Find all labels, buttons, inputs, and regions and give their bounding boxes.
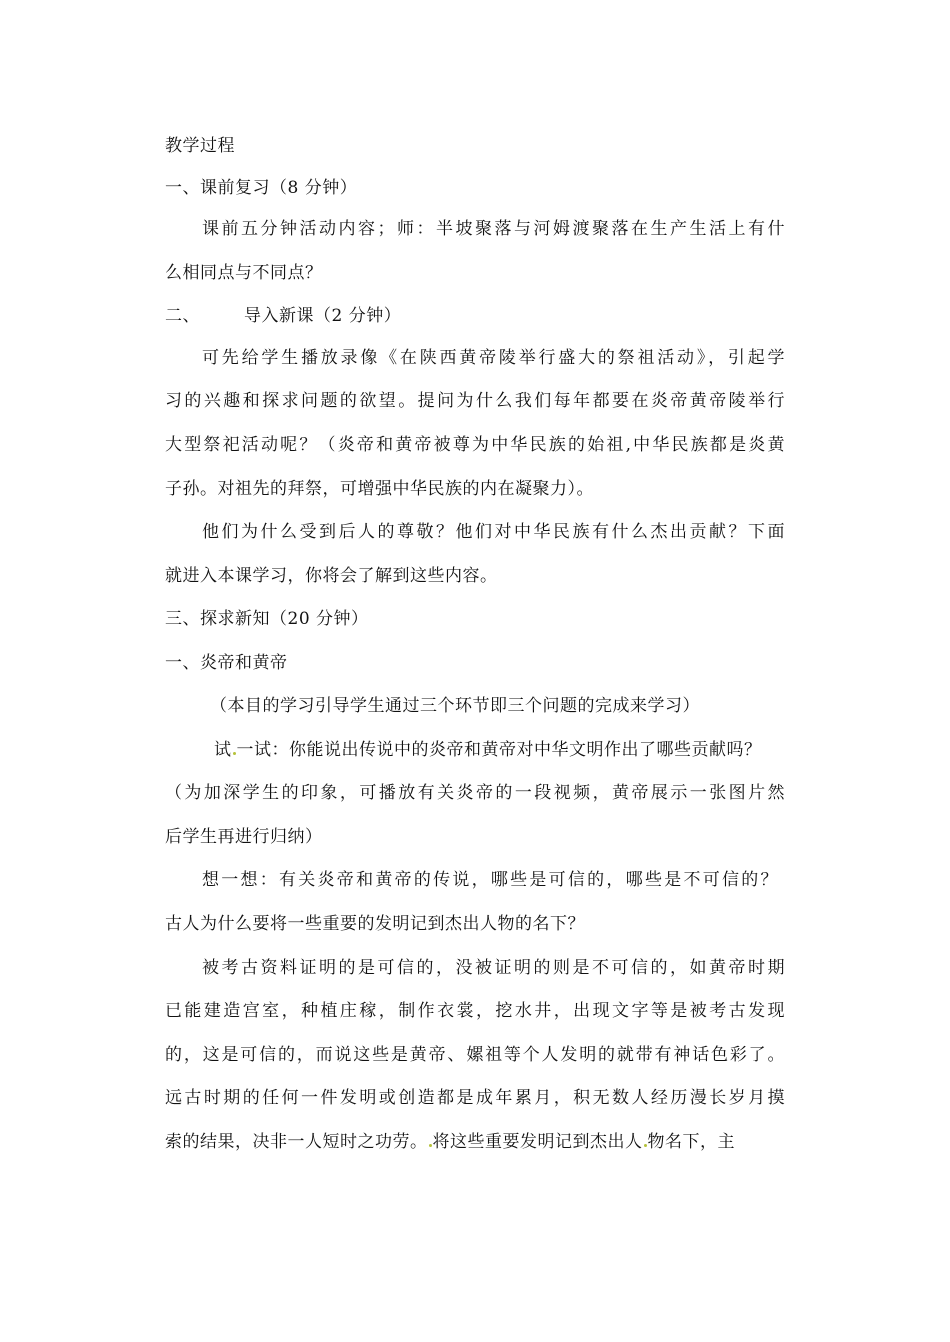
section3-try-line1: [214, 739, 762, 761]
section1-para-line2: 么相同点与不同点？: [165, 263, 323, 283]
section2-para1-line2: 习的兴趣和探求问题的欲望。提问为什么我们每年都要在炎帝黄帝陵举行: [165, 391, 785, 411]
section1-para-line1: 课前五分钟活动内容；师：半坡聚落与河姆渡聚落在生产生活上有什: [202, 219, 785, 239]
section3-answer-line5: [165, 1131, 735, 1153]
answer-line5-part2: 将这些重要发明记到杰出人: [432, 1132, 643, 1152]
answer-line5-part3: 物名下，主: [647, 1132, 735, 1152]
section2-para1-line4: 子孙。对祖先的拜祭，可增强中华民族的内在凝聚力）。: [165, 479, 594, 499]
section2-number: 二、: [165, 306, 200, 326]
section3-sub1: 一、炎帝和黄帝: [165, 653, 288, 673]
section2-para1-line3: 大型祭祀活动呢？（炎帝和黄帝被尊为中华民族的始祖,中华民族都是炎黄: [165, 435, 785, 455]
try-label-part1: 试: [214, 740, 232, 760]
stray-dot-mark: [429, 1144, 432, 1147]
section3-think-line2: 古人为什么要将一些重要的发明记到杰出人物的名下？: [165, 914, 585, 934]
section3-think-line1: 想一想：有关炎帝和黄帝的传说，哪些是可信的，哪些是不可信的？: [202, 870, 778, 890]
section1-heading: 一、课前复习（8 分钟）: [165, 178, 358, 198]
try-label-part2: 一试：你能说出传说中的炎帝和黄帝对中华文明作出了哪些贡献吗？: [236, 740, 762, 760]
section3-answer-line3: 的，这是可信的，而说这些是黄帝、嫘祖等个人发明的就带有神话色彩了。: [165, 1045, 785, 1065]
stray-dot-mark: [233, 752, 236, 755]
section3-answer-line4: 远古时期的任何一件发明或创造都是成年累月，积无数人经历漫长岁月摸: [165, 1088, 785, 1108]
section2-para2-line2: 就进入本课学习，你将会了解到这些内容。: [165, 566, 498, 586]
section3-answer-line2: 已能建造宫室，种植庄稼，制作衣裳，挖水井，出现文字等是被考古发现: [165, 1001, 785, 1021]
section3-answer-line1: 被考古资料证明的是可信的，没被证明的则是不可信的，如黄帝时期: [202, 958, 785, 978]
section2-heading-row: [165, 305, 401, 327]
section2-para2-line1: 他们为什么受到后人的尊敬？他们对中华民族有什么杰出贡献？下面: [202, 522, 785, 542]
answer-line5-part1: 索的结果，决非一人短时之功劳。: [165, 1132, 428, 1152]
section3-try-line3: 后学生再进行归纳）: [165, 827, 323, 847]
section3-try-line2: （为加深学生的印象，可播放有关炎帝的一段视频，黄帝展示一张图片然: [165, 783, 785, 803]
section3-intro: （本目的学习引导学生通过三个环节即三个问题的完成来学习）: [210, 696, 700, 716]
section2-heading: 导入新课（2 分钟）: [244, 306, 402, 326]
section2-para1-line1: 可先给学生播放录像《在陕西黄帝陵举行盛大的祭祖活动》，引起学: [202, 348, 785, 368]
section3-heading: 三、探求新知（20 分钟）: [165, 609, 369, 629]
document-title: 教学过程: [165, 136, 235, 156]
stray-dot-mark: [644, 1144, 647, 1147]
